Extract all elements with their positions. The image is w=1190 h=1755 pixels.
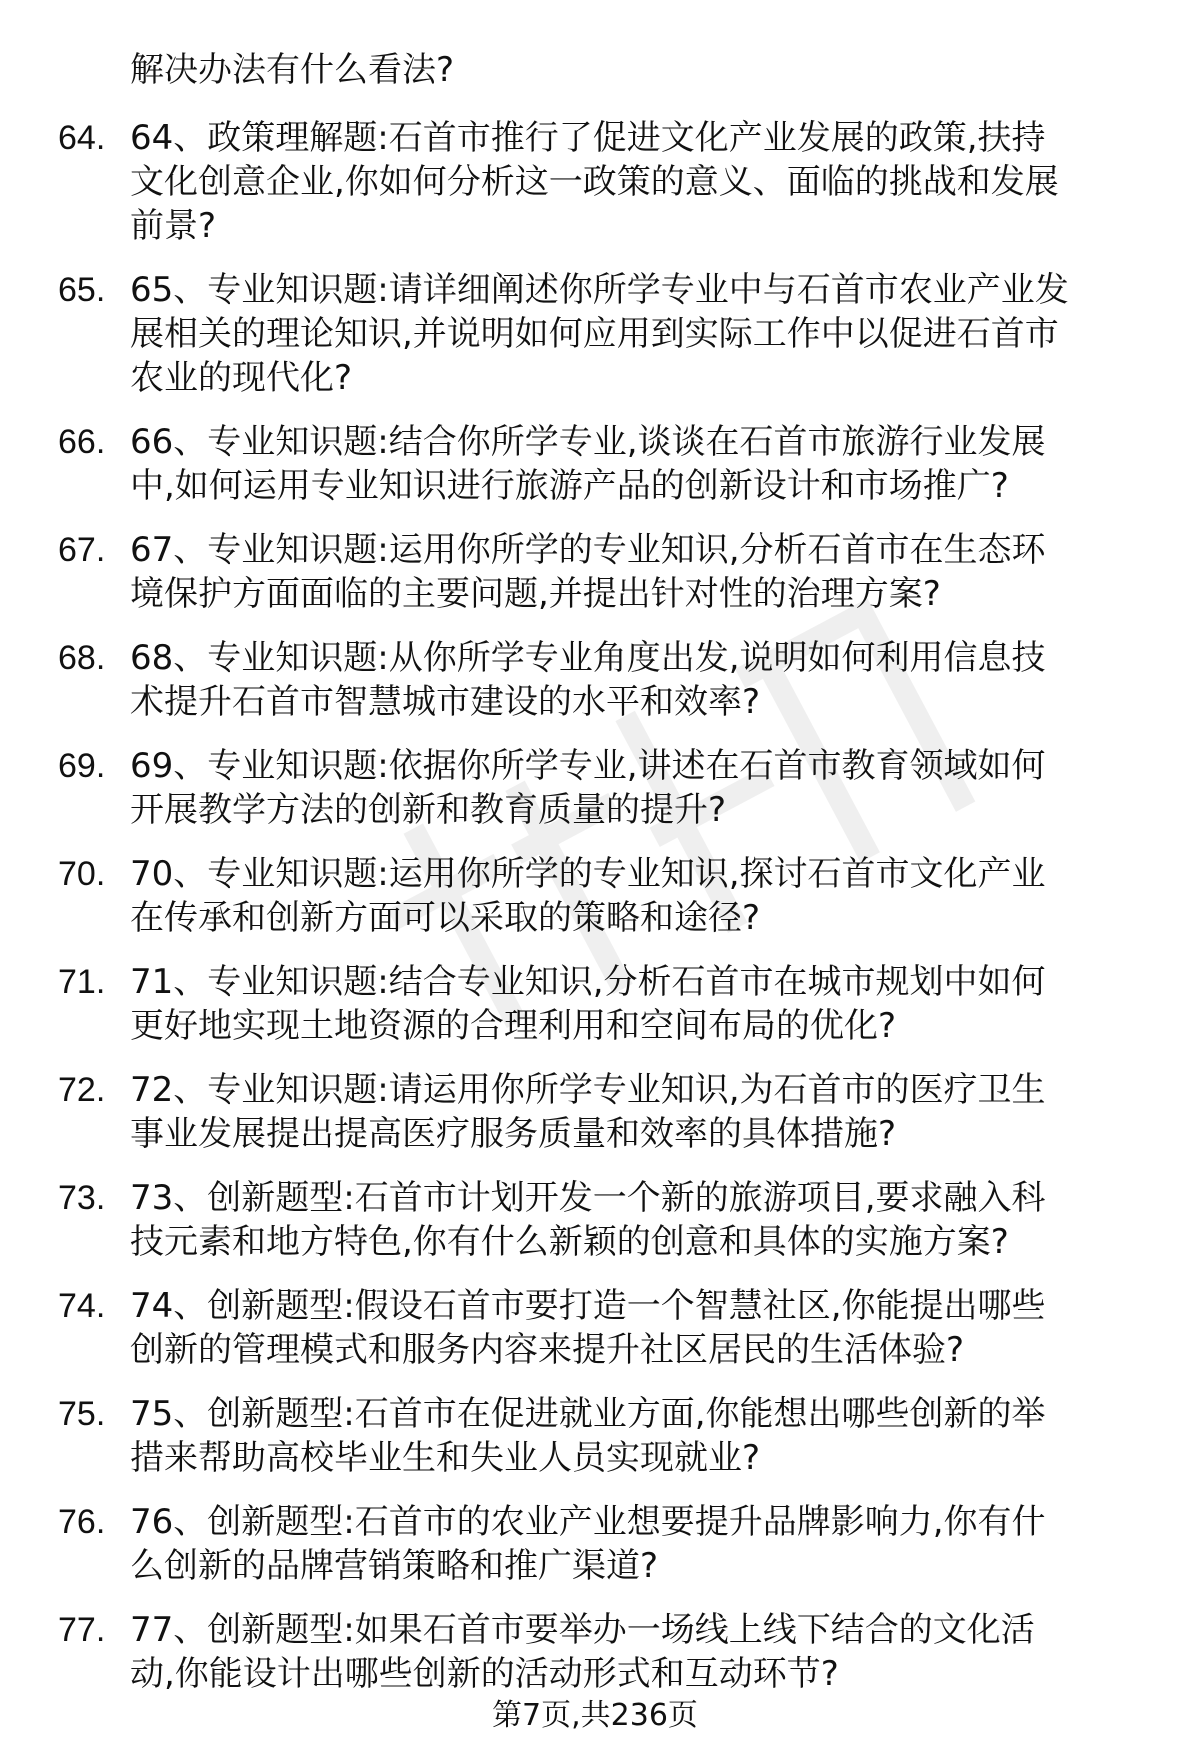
question-number: 67. bbox=[58, 531, 106, 569]
question-number: 74. bbox=[58, 1287, 106, 1325]
question-text-line: 动,你能设计出哪些创新的活动形式和互动环节? bbox=[130, 1654, 839, 1694]
question-item-77 bbox=[0, 1608, 1190, 1696]
question-item-65 bbox=[0, 268, 1190, 400]
question-text-line: 农业的现代化? bbox=[130, 358, 353, 398]
question-text-line: 66、专业知识题:结合你所学专业,谈谈在石首市旅游行业发展 bbox=[130, 422, 1046, 462]
question-number: 77. bbox=[58, 1611, 106, 1649]
question-item-72 bbox=[0, 1068, 1190, 1156]
question-text-line: 77、创新题型:如果石首市要举办一场线上线下结合的文化活 bbox=[130, 1610, 1035, 1650]
question-text-line: 64、政策理解题:石首市推行了促进文化产业发展的政策,扶持 bbox=[130, 118, 1046, 158]
question-item-76 bbox=[0, 1500, 1190, 1588]
question-text-line: 在传承和创新方面可以采取的策略和途径? bbox=[130, 898, 761, 938]
question-item-67 bbox=[0, 528, 1190, 616]
question-item-69 bbox=[0, 744, 1190, 832]
question-number: 70. bbox=[58, 855, 106, 893]
question-text-line: 76、创新题型:石首市的农业产业想要提升品牌影响力,你有什 bbox=[130, 1502, 1046, 1542]
question-text-line: 69、专业知识题:依据你所学专业,讲述在石首市教育领域如何 bbox=[130, 746, 1046, 786]
question-number: 72. bbox=[58, 1071, 106, 1109]
question-text-line: 71、专业知识题:结合专业知识,分析石首市在城市规划中如何 bbox=[130, 962, 1046, 1002]
question-text-line: 74、创新题型:假设石首市要打造一个智慧社区,你能提出哪些 bbox=[130, 1286, 1046, 1326]
question-text-line: 更好地实现土地资源的合理利用和空间布局的优化? bbox=[130, 1006, 897, 1046]
question-text-line: 文化创意企业,你如何分析这一政策的意义、面临的挑战和发展 bbox=[130, 162, 1059, 202]
question-text-line: 事业发展提出提高医疗服务质量和效率的具体措施? bbox=[130, 1114, 897, 1154]
question-text-line: 展相关的理论知识,并说明如何应用到实际工作中以促进石首市 bbox=[130, 314, 1059, 354]
question-number: 69. bbox=[58, 747, 106, 785]
question-item-66 bbox=[0, 420, 1190, 508]
question-text-line: 措来帮助高校毕业生和失业人员实现就业? bbox=[130, 1438, 761, 1478]
question-item-64 bbox=[0, 116, 1190, 248]
question-item-75 bbox=[0, 1392, 1190, 1480]
question-text-line: 67、专业知识题:运用你所学的专业知识,分析石首市在生态环 bbox=[130, 530, 1046, 570]
question-list bbox=[0, 116, 1190, 1716]
question-item-70 bbox=[0, 852, 1190, 940]
question-number: 71. bbox=[58, 963, 106, 1001]
question-item-71 bbox=[0, 960, 1190, 1048]
page-footer: 第7页,共236页 bbox=[492, 1698, 698, 1733]
question-text-line: 65、专业知识题:请详细阐述你所学专业中与石首市农业产业发 bbox=[130, 270, 1069, 310]
question-text-line: 68、专业知识题:从你所学专业角度出发,说明如何利用信息技 bbox=[130, 638, 1046, 678]
carryover-line: 解决办法有什么看法? bbox=[130, 50, 455, 90]
question-number: 66. bbox=[58, 423, 106, 461]
question-number: 64. bbox=[58, 119, 106, 157]
question-text-line: 术提升石首市智慧城市建设的水平和效率? bbox=[130, 682, 761, 722]
question-number: 76. bbox=[58, 1503, 106, 1541]
question-text-line: 中,如何运用专业知识进行旅游产品的创新设计和市场推广? bbox=[130, 466, 1009, 506]
question-item-74 bbox=[0, 1284, 1190, 1372]
question-number: 73. bbox=[58, 1179, 106, 1217]
question-text-line: 技元素和地方特色,你有什么新颖的创意和具体的实施方案? bbox=[130, 1222, 1009, 1262]
question-item-68 bbox=[0, 636, 1190, 724]
question-text-line: 75、创新题型:石首市在促进就业方面,你能想出哪些创新的举 bbox=[130, 1394, 1046, 1434]
question-text-line: 70、专业知识题:运用你所学的专业知识,探讨石首市文化产业 bbox=[130, 854, 1046, 894]
question-text-line: 前景? bbox=[130, 206, 217, 246]
question-text-line: 开展教学方法的创新和教育质量的提升? bbox=[130, 790, 727, 830]
question-item-73 bbox=[0, 1176, 1190, 1264]
question-number: 65. bbox=[58, 271, 106, 309]
question-number: 75. bbox=[58, 1395, 106, 1433]
question-text-line: 创新的管理模式和服务内容来提升社区居民的生活体验? bbox=[130, 1330, 965, 1370]
question-text-line: 么创新的品牌营销策略和推广渠道? bbox=[130, 1546, 659, 1586]
question-text-line: 73、创新题型:石首市计划开发一个新的旅游项目,要求融入科 bbox=[130, 1178, 1046, 1218]
question-number: 68. bbox=[58, 639, 106, 677]
question-text-line: 境保护方面面临的主要问题,并提出针对性的治理方案? bbox=[130, 574, 941, 614]
question-text-line: 72、专业知识题:请运用你所学专业知识,为石首市的医疗卫生 bbox=[130, 1070, 1046, 1110]
